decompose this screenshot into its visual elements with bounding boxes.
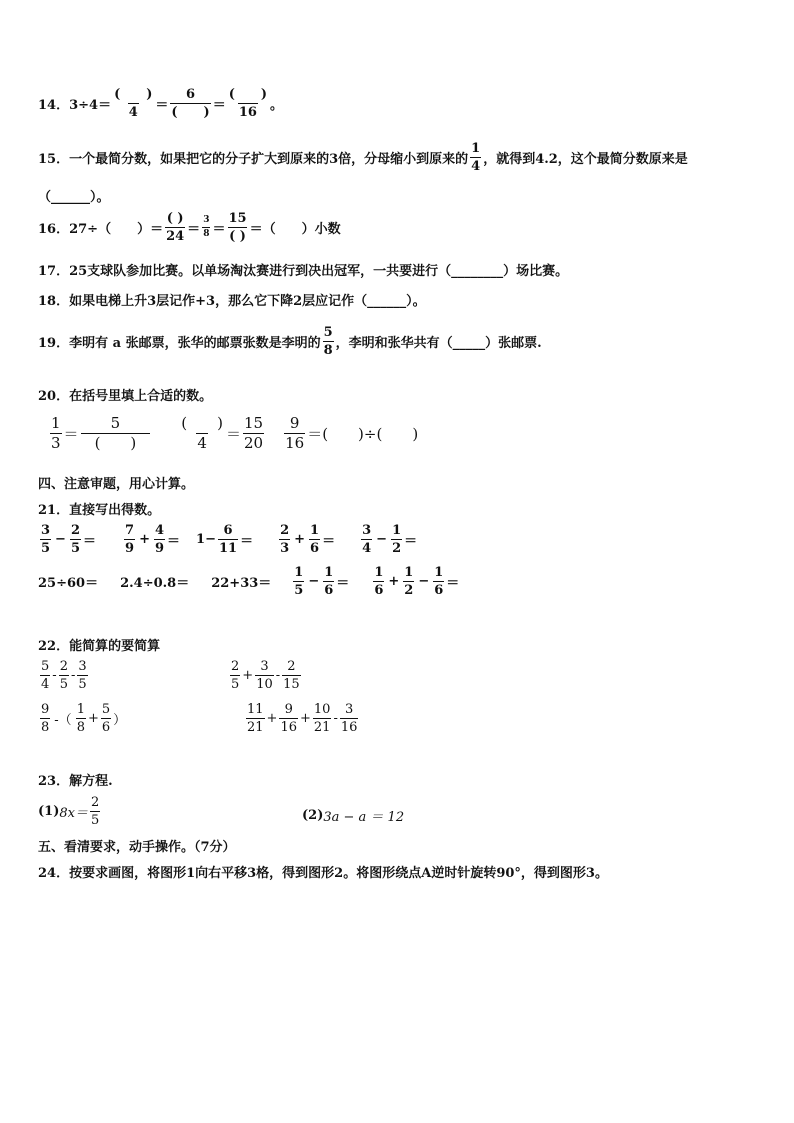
question-24: 24．按要求画图，将图形1向右平移3格，得到图形2。将图形绕点A逆时针旋转90°，得到图形3。 xyxy=(38,866,608,881)
q14-fraction-3: ( ) 16 xyxy=(228,87,268,120)
q20-e1-left: 1 3 xyxy=(51,414,61,452)
question-20-equations: 1 3 ＝ 5 ( ) ( ) 4 ＝ 15 20 9 16 ＝( )÷( ) xyxy=(51,414,419,452)
q14-fraction-1: ( ) 4 xyxy=(114,87,153,120)
question-20-title: 20．在括号里填上合适的数。 xyxy=(38,389,213,404)
section-4-heading: 四、注意审题，用心计算。 xyxy=(38,477,195,492)
question-14: 14．3÷4＝ ( ) 4 ＝ 6 ( ) ＝ ( ) 16 。 xyxy=(38,87,284,120)
q15-fraction: 1 4 xyxy=(471,141,481,174)
q20-e1-right: 5 ( ) xyxy=(81,416,151,451)
q23-equation-2: (2) 3a − a ＝ 12 xyxy=(302,808,405,825)
q20-e3-left: 9 16 xyxy=(285,414,305,452)
q14-prefix: 14．3÷4＝ xyxy=(38,98,112,113)
question-18: 18．如果电梯上升3层记作+3，那么它下降2层应记作（______）。 xyxy=(38,294,426,309)
q20-e2-left: ( ) 4 xyxy=(181,414,223,452)
section-5-heading: 五、看清要求，动手操作。（7分） xyxy=(38,840,236,855)
q16-fraction-1: ( ) 24 xyxy=(166,211,185,244)
question-23-title: 23．解方程. xyxy=(38,774,113,789)
q21-item-2: 7 9 + $\frac{4}{9}$ ＝ xyxy=(125,523,181,556)
q21-item-9: 1 5 − $\frac{1}{6}$ ＝ xyxy=(294,565,350,598)
question-19: 19．李明有 a 张邮票，张华的邮票张数是李明的 5 8 ，李明和张华共有（_____）张邮票. xyxy=(38,325,542,358)
q22-expression-3: 9 8 -（ 1 8 + $\frac{5}{6}$ ） xyxy=(41,702,127,735)
q19-fraction: 5 8 xyxy=(323,325,333,358)
question-21-row-1 xyxy=(38,524,417,555)
q21-item-7: 2.4÷0.8＝ xyxy=(120,576,190,591)
question-22-title: 22．能简算的要简算 xyxy=(38,639,161,654)
question-21-row-2 xyxy=(38,566,459,597)
q21-item-10: 1 6 + $\frac{1}{2}$ − $\frac{1}{6}$ ＝ xyxy=(374,565,460,598)
q23-equation-1: (1) 8x＝ 2 5 xyxy=(38,795,100,828)
q22-expression-2: 2 5 + $\frac{3}{10}$ - 2 15 xyxy=(231,659,300,692)
q21-item-5: 3 4 − $\frac{1}{2}$ ＝ xyxy=(362,523,418,556)
q21-item-8: 22+33＝ xyxy=(211,576,272,591)
q21-item-6: 25÷60＝ xyxy=(38,576,99,591)
question-15: 15．一个最简分数，如果把它的分子扩大到原来的3倍，分母缩小到原来的 1 4 ，就得到4.2，这个最简分数原来是 xyxy=(38,141,688,174)
q16-fraction-3: 15 ( ) xyxy=(228,211,247,244)
q16-fraction-2: 3 8 xyxy=(203,215,210,239)
q22-expression-4: 11 21 + $\frac{9}{16}$ + $\frac{10}{21}$ - 3 16 xyxy=(247,702,358,735)
q20-e2-right: 15 20 xyxy=(244,414,264,452)
q21-item-4: 2 3 + $\frac{1}{6}$ ＝ xyxy=(280,523,336,556)
q21-item-3: 1− $\frac{6}{11}$ ＝ xyxy=(196,523,254,556)
question-16: 16．27÷（ ）＝ ( ) 24 ＝ 3 8 ＝ 15 ( ) ＝（ ）小数 xyxy=(38,211,341,244)
question-15-line2: （______）。 xyxy=(38,190,110,205)
question-17: 17．25支球队参加比赛。以单场淘汰赛进行到决出冠军，一共要进行（________）场比赛。 xyxy=(38,264,569,279)
q21-item-1: 3 5 − $\frac{2}{5}$ ＝ xyxy=(41,523,97,556)
q14-fraction-2: 6 ( ) xyxy=(171,87,210,120)
q22-expression-1: 5 4 - 2 5 - 3 5 xyxy=(41,659,87,692)
question-21-title: 21．直接写出得数。 xyxy=(38,503,161,518)
